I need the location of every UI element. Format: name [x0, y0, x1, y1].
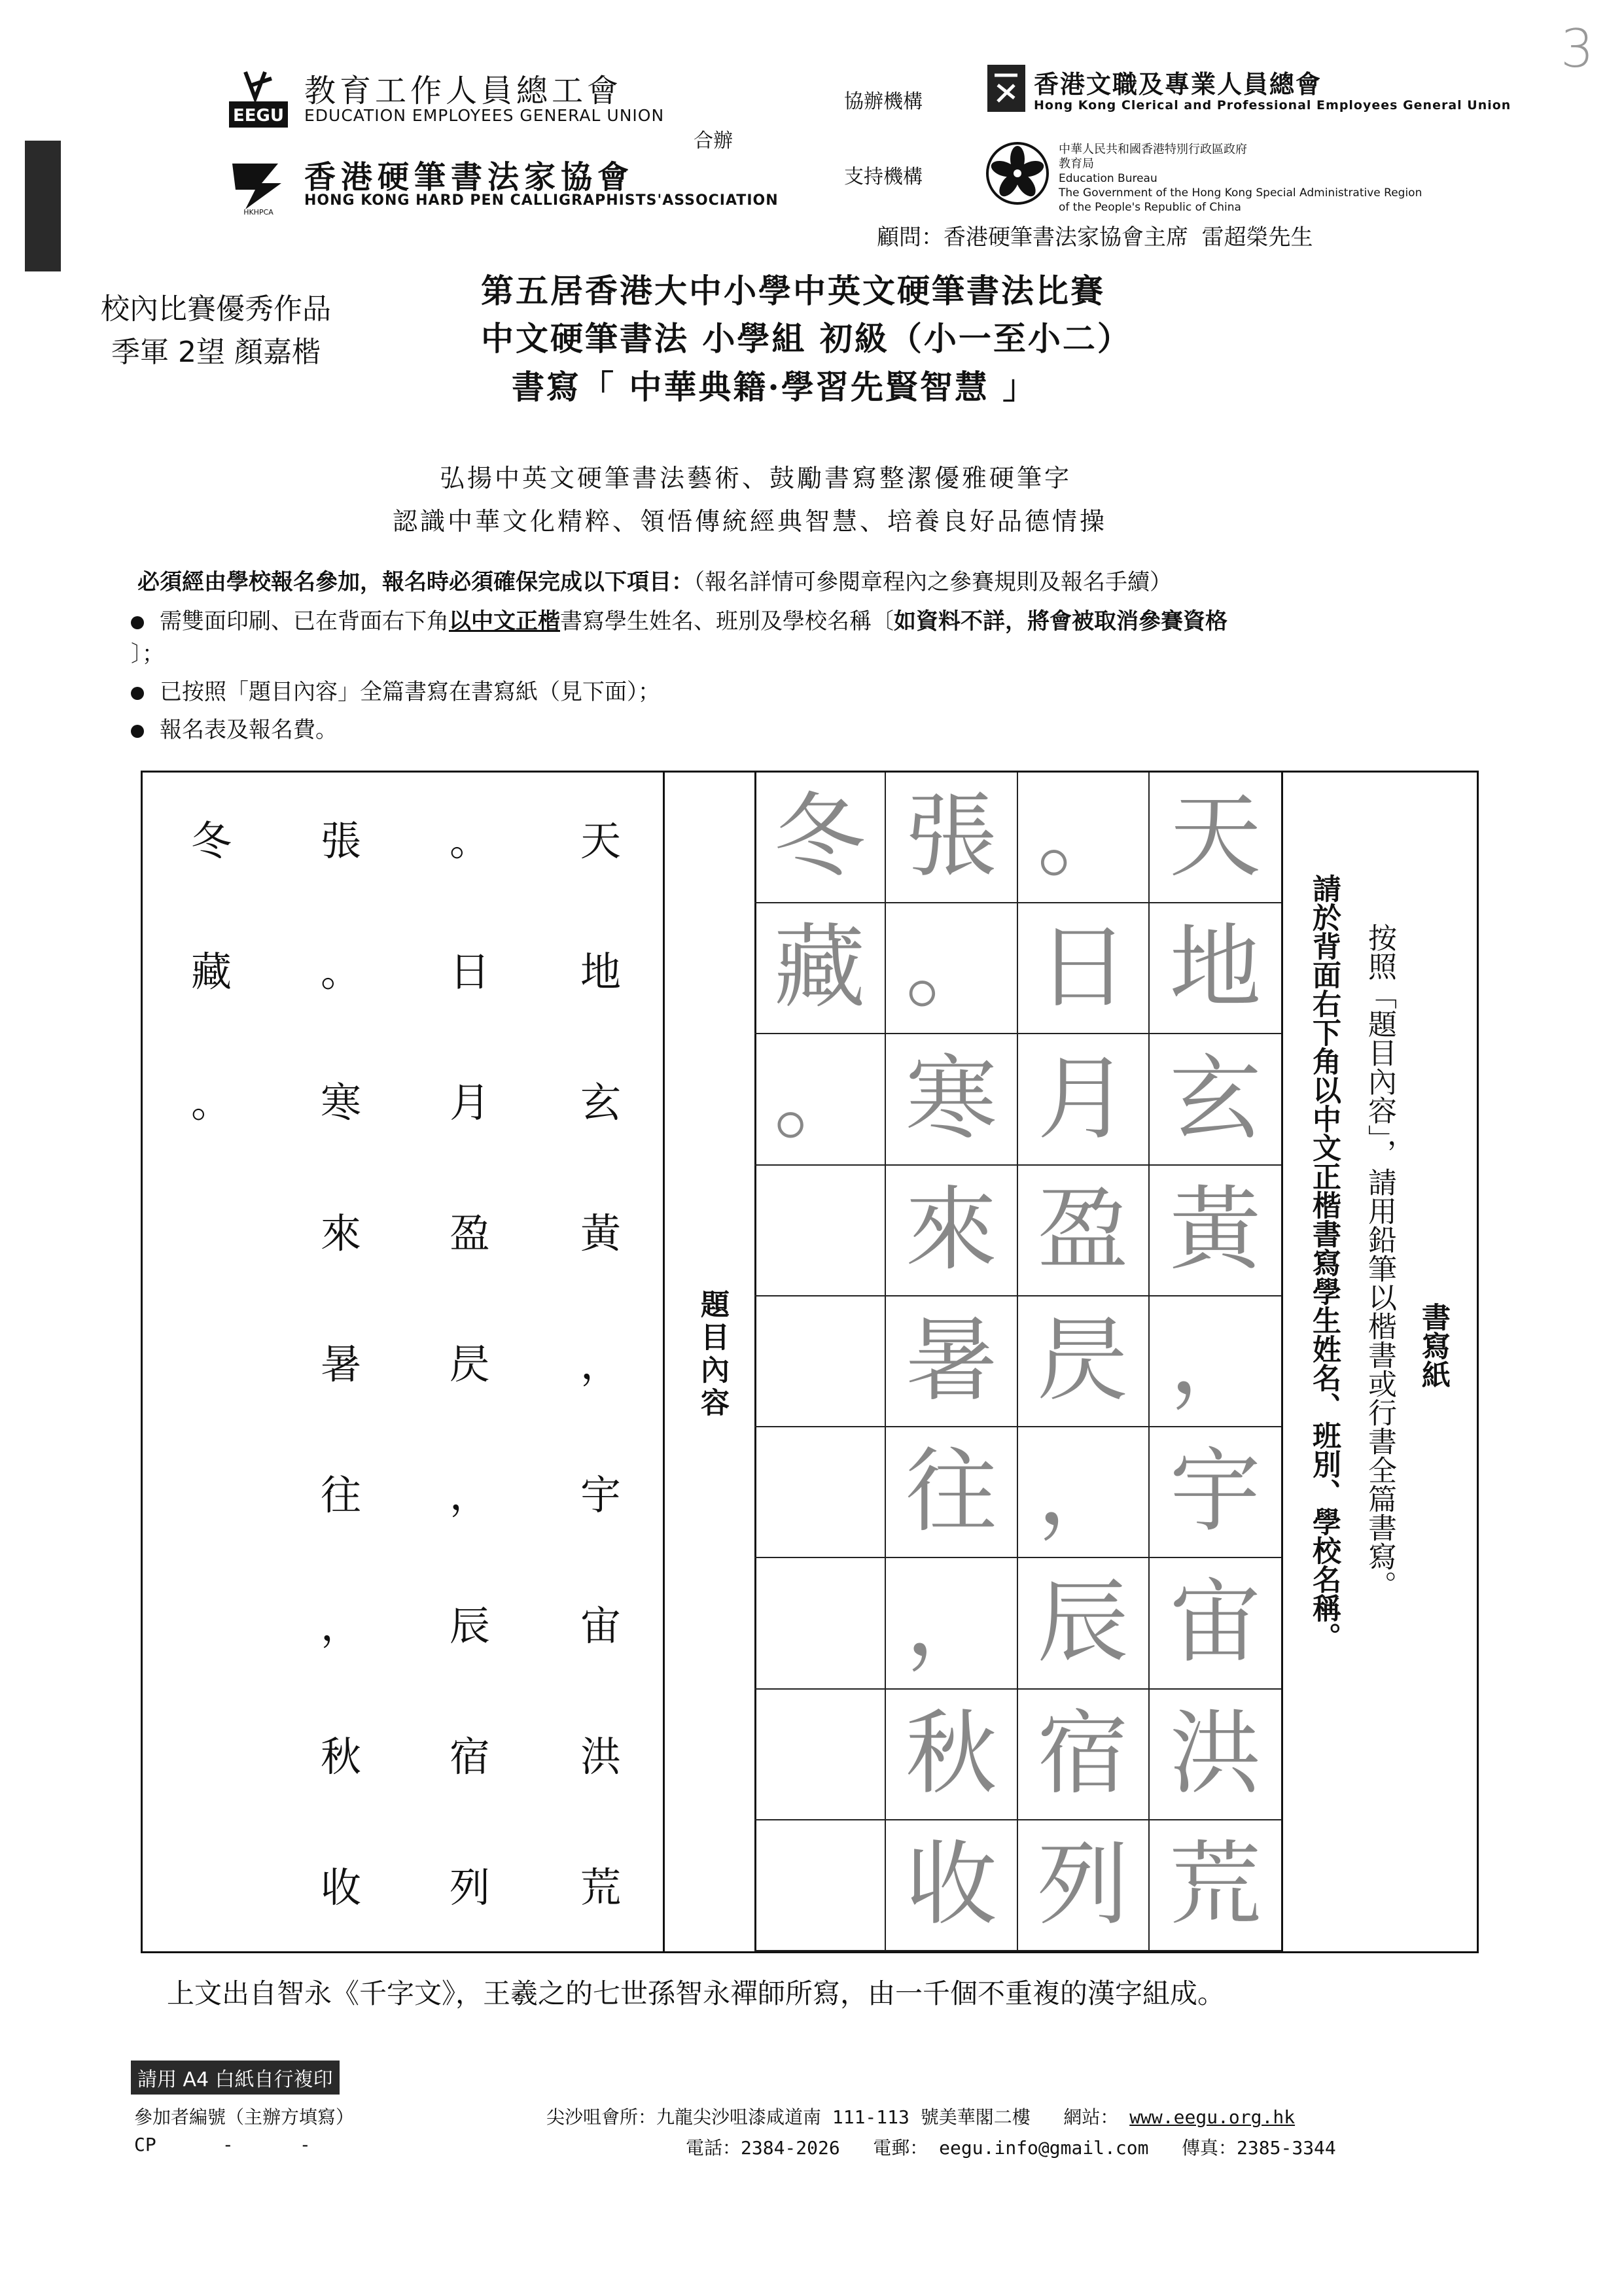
reference-char: 收 — [320, 1864, 361, 1911]
writing-cell: 天 — [1150, 773, 1281, 903]
supporter-text — [1059, 143, 1422, 215]
reference-column-4 — [578, 818, 624, 1996]
reference-char: ， — [580, 1340, 621, 1388]
advisor-text: 顧問：香港硬筆書法家協會主席 雷超榮先生 — [877, 224, 1313, 251]
co-organize-label: 合辦 — [694, 130, 733, 152]
requirements-lead-bold: 必須經由學校報名參加，報名時必須確保完成以下項目： — [137, 569, 694, 595]
writing-cell: 。 — [886, 903, 1017, 1034]
requirement-1-text-b: 書寫學生姓名、班別及學校名稱〔 — [560, 608, 894, 635]
org2-name-en: HONG KONG HARD PEN CALLIGRAPHISTS'ASSOCIATION — [304, 192, 779, 209]
footer-phone: 電話：2384-2026 — [686, 2137, 840, 2159]
award-line1: 校內比賽優秀作品 — [101, 292, 331, 326]
footer-fax: 傳真：2385-3344 — [1182, 2137, 1336, 2159]
reference-char: 張 — [320, 817, 361, 865]
writing-cell: 宇 — [1150, 1427, 1281, 1558]
reference-char: 。 — [320, 948, 361, 996]
requirements-lead-note: （報名詳情可參閱章程內之參賽規則及報名手續） — [694, 569, 1172, 595]
competition-theme: 書寫「 中華典籍·學習先賢智慧 」 — [512, 368, 1038, 406]
requirement-3-text: 報名表及報名費。 — [160, 717, 338, 743]
requirement-item-3 — [131, 712, 338, 744]
writing-cell: 暑 — [886, 1296, 1017, 1427]
footer-email-label: 電郵： — [873, 2137, 928, 2159]
award-note — [79, 288, 353, 374]
reference-column-1 — [188, 818, 234, 1211]
corner-page-mark: 3 — [1561, 18, 1594, 79]
co-organizer-name-en: Hong Kong Clerical and Professional Employees General Union — [1034, 98, 1511, 113]
reference-column-3 — [447, 818, 493, 1996]
co-organizer-label: 協辦機構 — [844, 90, 923, 113]
participant-number: CP - - — [134, 2134, 311, 2155]
writing-cell: 收 — [886, 1820, 1017, 1951]
reference-char: 宇 — [580, 1471, 621, 1519]
reference-char: 往 — [320, 1471, 361, 1519]
footer-address: 尖沙咀會所：九龍尖沙咀漆咸道南 111-113 號美華閣二樓 — [546, 2106, 1031, 2128]
reference-column-2 — [318, 818, 364, 1996]
writing-cell: 列 — [1018, 1820, 1150, 1951]
requirement-item-1-end: 〕； — [131, 641, 164, 667]
writing-cell: 日 — [1018, 903, 1150, 1034]
writing-cell: 寒 — [886, 1034, 1017, 1165]
reference-char: 洪 — [580, 1733, 621, 1781]
reference-char: 暑 — [320, 1340, 361, 1388]
writing-cell: 黃 — [1150, 1166, 1281, 1296]
reference-char: 月 — [449, 1079, 490, 1126]
writing-cell: 月 — [1018, 1034, 1150, 1165]
org1-name-cn: 教育工作人員總工會 — [304, 73, 623, 109]
competition-category: 中文硬筆書法 小學組 初級（小一至小二） — [481, 319, 1132, 358]
org2-name-cn: 香港硬筆書法家協會 — [304, 159, 635, 196]
reference-char: 秋 — [320, 1733, 361, 1781]
writing-cell: 荒 — [1150, 1820, 1281, 1951]
participant-label: 參加者編號（主辦方填寫） — [134, 2106, 355, 2128]
source-note: 上文出自智永《千字文》，王羲之的七世孫智永禪師所寫，由一千個不重複的漢字組成。 — [167, 1977, 1226, 2009]
print-note: 請用 A4 白紙自行複印 — [131, 2061, 340, 2095]
reference-char: 列 — [449, 1864, 490, 1911]
slogan-line1: 弘揚中英文硬筆書法藝術、鼓勵書寫整潔優雅硬筆字 — [440, 464, 1072, 493]
writing-cell: ， — [1150, 1296, 1281, 1427]
reference-char: ， — [320, 1602, 361, 1650]
competition-title: 第五居香港大中小學中英文硬筆書法比賽 — [481, 271, 1105, 310]
reference-char: ， — [449, 1471, 490, 1519]
writing-cell: 往 — [886, 1427, 1017, 1558]
footer-website-label: 網站： — [1063, 2106, 1119, 2128]
reference-char: 日 — [449, 948, 490, 996]
writing-cell — [754, 1427, 886, 1558]
reference-char: 昃 — [449, 1340, 490, 1388]
footer-address-line — [546, 2103, 1295, 2129]
supporter-line3: Education Bureau — [1059, 172, 1157, 185]
hkhpca-logo — [226, 150, 291, 216]
reference-char: 寒 — [320, 1079, 361, 1126]
supporter-line4: The Government of the Hong Kong Special Administrative Region — [1059, 186, 1422, 200]
reference-char: 天 — [580, 817, 621, 865]
co-organizer-name-cn: 香港文職及專業人員總會 — [1034, 70, 1322, 99]
writing-cell — [754, 1820, 886, 1951]
requirement-1-bold: 如資料不詳，將會被取消參賽資格 — [894, 608, 1227, 635]
writing-cell — [754, 1558, 886, 1689]
instruction-text-2: 請於背面右下角以中文正楷書寫學生姓名、班別、學校名稱。 — [1307, 874, 1341, 1651]
supporter-line5: of the People's Republic of China — [1059, 201, 1241, 214]
grid-right-border — [1281, 773, 1283, 1951]
email-link[interactable]: eegu.info@gmail.com — [939, 2137, 1149, 2159]
writing-cell: 冬 — [754, 773, 886, 903]
topic-label: 題目內容 — [696, 1289, 729, 1420]
writing-grid — [754, 773, 1281, 1951]
supporter-line1: 中華人民共和國香港特別行政區政府 — [1059, 143, 1247, 156]
topic-divider-left — [663, 773, 665, 1951]
hkhpca-logo-text: HKHPCA — [243, 208, 274, 216]
instruction-text-1: 按照「題目內容」，請用鉛筆以楷書或行書全篇書寫。 — [1363, 923, 1396, 1599]
requirement-1-text-a: 需雙面印刷、已在背面右下角 — [160, 608, 449, 635]
writing-cell: ， — [886, 1558, 1017, 1689]
writing-cell: 盈 — [1018, 1166, 1150, 1296]
calligraphy-sheet — [141, 771, 1479, 1953]
writing-cell: 。 — [1018, 773, 1150, 903]
eegu-logo — [226, 65, 291, 131]
reference-char: 宙 — [580, 1602, 621, 1650]
requirement-item-2 — [131, 674, 660, 706]
writing-cell: 地 — [1150, 903, 1281, 1034]
scan-margin-bar — [25, 141, 61, 271]
reference-char: 玄 — [580, 1079, 621, 1126]
writing-cell: 來 — [886, 1166, 1017, 1296]
reference-char: 冬 — [190, 817, 232, 865]
reference-char: 藏 — [190, 948, 232, 996]
writing-cell: ， — [1018, 1427, 1150, 1558]
writing-cell: 宿 — [1018, 1690, 1150, 1820]
reference-char: 黃 — [580, 1209, 621, 1257]
eegu-logo-text: EEGU — [233, 106, 284, 126]
supporter-line2: 教育局 — [1059, 157, 1094, 171]
writing-cell: 洪 — [1150, 1690, 1281, 1820]
award-line2: 季軍 2望 顏嘉楷 — [111, 336, 321, 369]
writing-cell: 宙 — [1150, 1558, 1281, 1689]
bauhinia-emblem-icon — [985, 141, 1050, 206]
requirement-2-text: 已按照「題目內容」全篇書寫在書寫紙（見下面）； — [160, 679, 660, 705]
writing-cell: 玄 — [1150, 1034, 1281, 1165]
bullet-icon — [131, 725, 144, 738]
requirement-item-1 — [131, 603, 1227, 635]
writing-cell: 。 — [754, 1034, 886, 1165]
writing-cell: 張 — [886, 773, 1017, 903]
paper-label: 書寫紙 — [1417, 1302, 1450, 1389]
writing-cell: 昃 — [1018, 1296, 1150, 1427]
reference-char: 盈 — [449, 1209, 490, 1257]
writing-cell — [754, 1690, 886, 1820]
writing-cell — [754, 1296, 886, 1427]
slogan-line2: 認識中華文化精粹、領悟傳統經典智慧、培養良好品德情操 — [393, 507, 1108, 536]
reference-char: 。 — [190, 1079, 232, 1126]
reference-char: 辰 — [449, 1602, 490, 1650]
writing-cell: 秋 — [886, 1690, 1017, 1820]
org1-name-en: EDUCATION EMPLOYEES GENERAL UNION — [304, 106, 665, 125]
writing-cell — [754, 1166, 886, 1296]
hkcpegu-logo — [985, 62, 1028, 114]
writing-cell: 辰 — [1018, 1558, 1150, 1689]
website-link[interactable]: www.eegu.org.hk — [1129, 2106, 1296, 2128]
requirements-lead — [137, 564, 1172, 596]
reference-char: 宿 — [449, 1733, 490, 1781]
writing-cell: 藏 — [754, 903, 886, 1034]
bullet-icon — [131, 616, 144, 629]
reference-char: 。 — [449, 817, 490, 865]
reference-char: 地 — [580, 948, 621, 996]
reference-char: 荒 — [580, 1864, 621, 1911]
requirement-1-underlined: 以中文正楷 — [449, 608, 560, 635]
reference-char: 來 — [320, 1209, 361, 1257]
bullet-icon — [131, 687, 144, 700]
footer-contact-line — [686, 2134, 1336, 2160]
supporter-label: 支持機構 — [844, 165, 923, 188]
